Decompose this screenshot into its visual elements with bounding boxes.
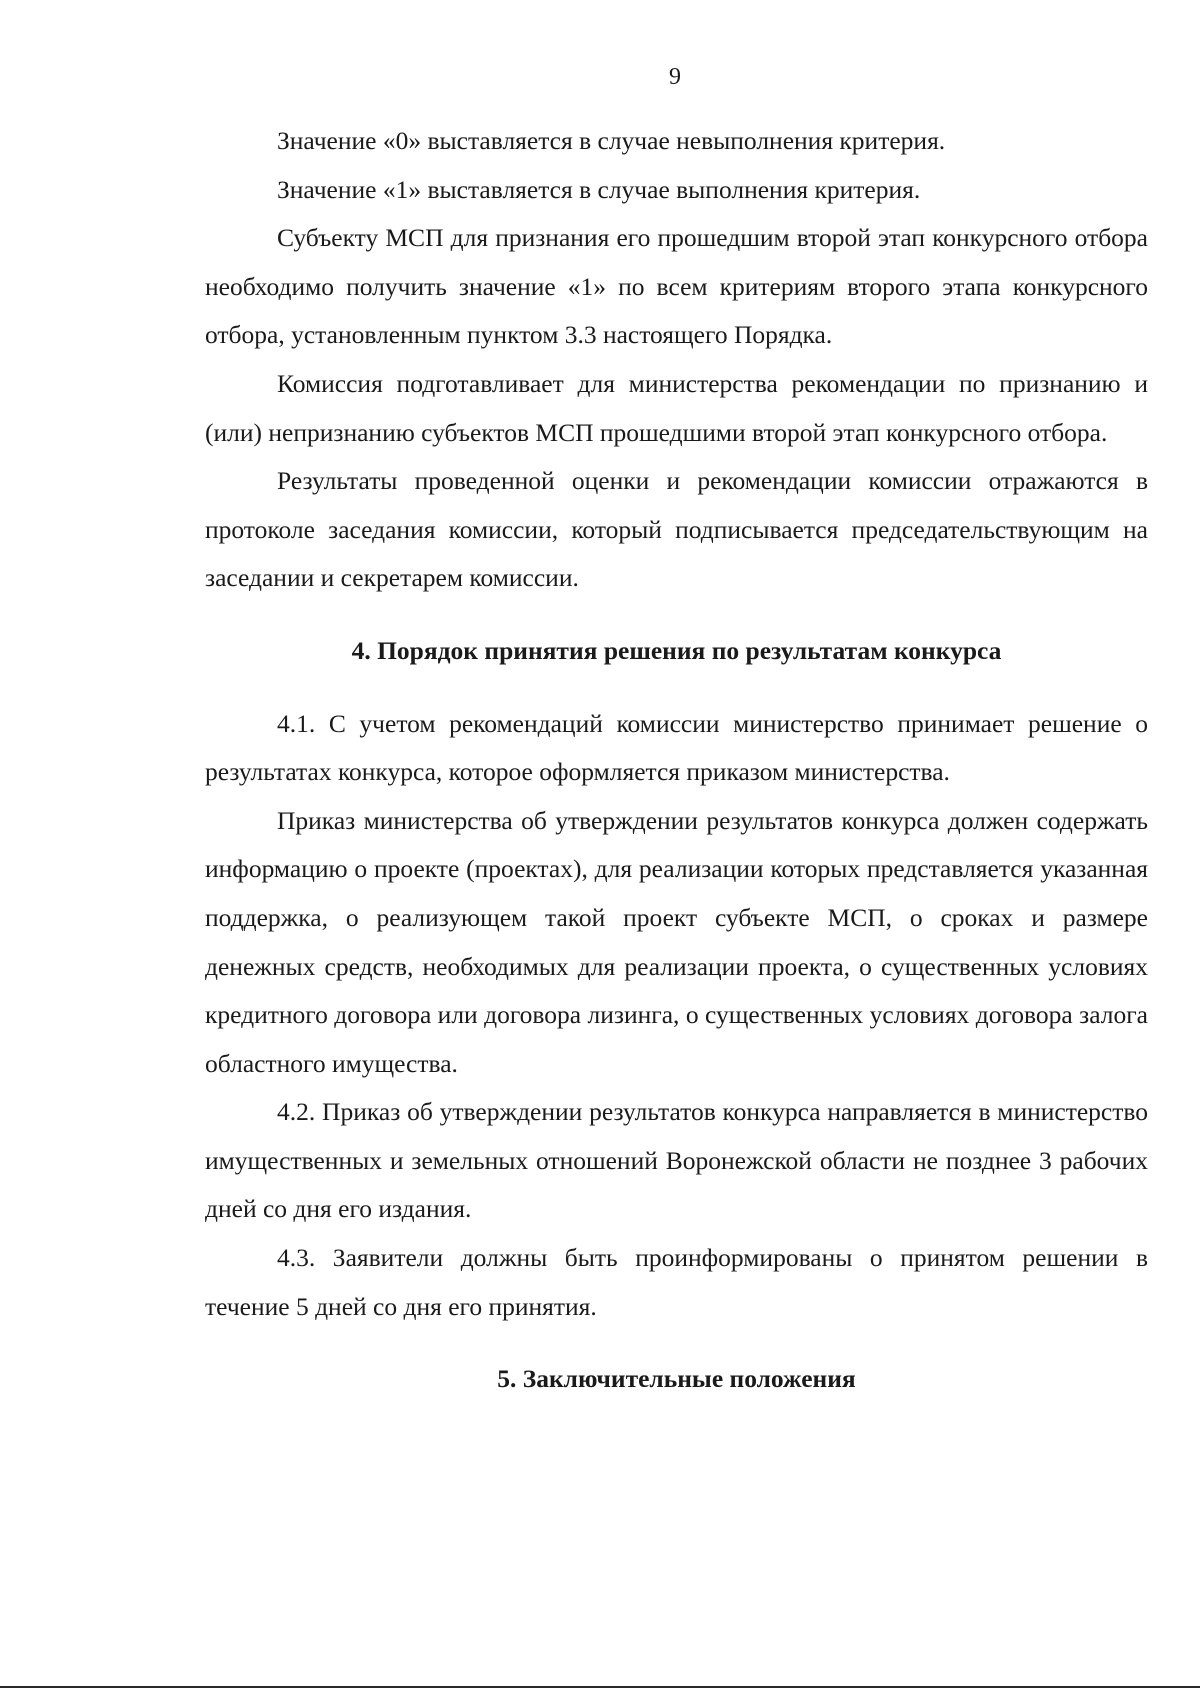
paragraph-protocol: Результаты проведенной оценки и рекомендации комиссии отражаются в протоколе заседания комиссии, который подписывается председательствующим на заседании и секретарем комиссии. [205,466,1148,593]
paragraph-value-zero: Значение «0» выставляется в случае невыполнения критерия. [277,126,946,155]
paragraph-4-3: 4.3. Заявители должны быть проинформированы о принятом решении в течение 5 дней со дня его принятия. [205,1243,1148,1321]
section-heading-4: 4. Порядок принятия решения по результатам конкурса [351,635,1002,665]
document-body [205,117,1148,1404]
paragraph-4-1: 4.1. С учетом рекомендаций комиссии министерство принимает решение о результатах конкурса, которое оформляется приказом министерства. [205,708,1148,787]
paragraph-value-one: Значение «1» выставляется в случае выполнения критерия. [277,174,921,204]
page-number: 9 [669,64,681,90]
paragraph-commission-recommendations: Комиссия подготавливает для министерства рекомендации по признанию и (или) непризнанию субъектов МСП прошедшими второй этап конкурсного отбора. [205,368,1148,447]
paragraph-order-content: Приказ министерства об утверждении результатов конкурса должен содержать информацию о проекте (проектах), для реализации которых представляется указанная поддержка, о реализующем такой проект субъекте МСП, о сроках и размере денежных средств, необходимых для реализации проекта, о существенных условиях кредитного договора или договора лизинга, о существенных условиях договора залога областного имущества. [205,805,1148,1078]
bottom-edge-line [0,1686,1200,1688]
paragraph-4-2: 4.2. Приказ об утверждении результатов конкурса направляется в министерство имущественных и земельных отношений Воронежской области не позднее 3 рабочих дней со дня его издания. [205,1097,1148,1224]
section-heading-5: 5. Заключительные положения [497,1364,856,1394]
paragraph-msp-second-stage: Субъекту МСП для признания его прошедшим второй этап конкурсного отбора необходимо получить значение «1» по всем критериям второго этапа конкурсного отбора, установленным пунктом 3.3 настоящего Порядка. [205,223,1148,350]
